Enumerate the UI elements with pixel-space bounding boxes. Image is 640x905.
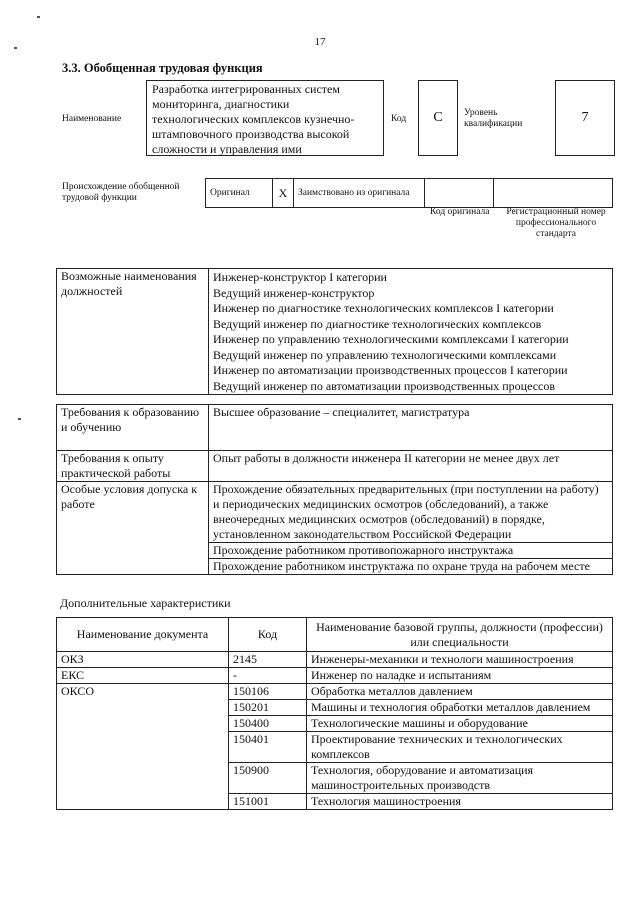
- original-label: Оригинал: [206, 179, 273, 208]
- okso-doc: ОКСО: [57, 684, 229, 810]
- okso-code: 150400: [229, 716, 307, 732]
- qualification-level: 7: [555, 80, 615, 156]
- origin-code-cell: [425, 179, 494, 208]
- level-label: Уровень квалификации: [464, 108, 523, 129]
- okso-name: Технологические машины и оборудование: [307, 716, 613, 732]
- borrowed-label: Заимствовано из оригинала: [294, 179, 425, 208]
- special-condition: Прохождение работником инструктажа по охране труда на рабочем месте: [209, 558, 612, 574]
- scan-mark: [37, 16, 40, 18]
- positions-table: [56, 268, 613, 395]
- okso-code: 150201: [229, 700, 307, 716]
- okz-code: 2145: [229, 652, 307, 668]
- okso-name: Проектирование технических и технологических комплексов: [307, 732, 613, 763]
- code-label: Код: [391, 114, 407, 124]
- requirements-table: [56, 404, 613, 575]
- okso-code: 151001: [229, 794, 307, 810]
- experience-value: Опыт работы в должности инженера II категории не менее двух лет: [209, 451, 613, 482]
- position-item: Инженер по автоматизации производственных процессов I категории: [213, 363, 568, 377]
- special-conditions-label: Особые условия допуска к работе: [57, 482, 209, 575]
- special-condition: Прохождение работником противопожарного инструктажа: [209, 542, 612, 558]
- header-document: Наименование документа: [57, 618, 229, 652]
- position-item: Ведущий инженер по автоматизации производственных процессов: [213, 378, 556, 393]
- position-item: Ведущий инженер по диагностике технологических комплексов: [213, 316, 542, 331]
- header-name: Наименование базовой группы, должности (профессии) или специальности: [307, 618, 613, 652]
- page-number: 17: [314, 36, 326, 48]
- origin-reg-caption: Регистрационный номер профессионального стандарта: [506, 207, 606, 239]
- position-item: Ведущий инженер по управлению технологическими комплексами: [213, 347, 557, 362]
- origin-code-caption: Код оригинала: [430, 207, 490, 217]
- position-item: Инженер по управлению технологическими комплексами I категории: [213, 332, 569, 346]
- position-item: Инженер-конструктор I категории: [213, 270, 387, 284]
- additional-title: Дополнительные характеристики: [60, 596, 231, 610]
- okso-name: Обработка металлов давлением: [307, 684, 613, 700]
- position-item: Инженер по диагностике технологических комплексов I категории: [213, 301, 554, 315]
- okso-name: Машины и технология обработки металлов давлением: [307, 700, 613, 716]
- scan-mark: [18, 418, 21, 420]
- education-label: Требования к образованию и обучению: [57, 405, 209, 451]
- origin-table: [205, 178, 613, 208]
- okz-name: Инженеры-механики и технологи машиностроения: [307, 652, 613, 668]
- education-value: Высшее образование – специалитет, магистратура: [209, 405, 613, 451]
- okz-doc: ОКЗ: [57, 652, 229, 668]
- additional-table: [56, 617, 613, 810]
- experience-label: Требования к опыту практической работы: [57, 451, 209, 482]
- function-code: С: [418, 80, 458, 156]
- header-code: Код: [229, 618, 307, 652]
- position-item: Ведущий инженер-конструктор: [213, 285, 375, 300]
- section-title: 3.3. Обобщенная трудовая функция: [62, 61, 263, 75]
- eks-code: -: [229, 668, 307, 684]
- special-condition: Прохождение обязательных предварительных (при поступлении на работу) и периодических медицинских осмотров (обследований), а также внеочередных медицинских осмотров (обследований) в порядке, установленном законодательством Российской Федерации: [213, 482, 599, 541]
- okso-code: 150900: [229, 763, 307, 794]
- positions-label: Возможные наименования должностей: [57, 269, 209, 395]
- origin-reg-cell: [494, 179, 613, 208]
- okso-code: 150106: [229, 684, 307, 700]
- okso-code: 150401: [229, 732, 307, 763]
- okso-name: Технология, оборудование и автоматизация машиностроительных производств: [307, 763, 613, 794]
- origin-label: Происхождение обобщенной трудовой функции: [62, 182, 180, 203]
- name-label: Наименование: [62, 114, 122, 124]
- eks-doc: ЕКС: [57, 668, 229, 684]
- original-mark: X: [273, 179, 294, 208]
- eks-name: Инженер по наладке и испытаниям: [307, 668, 613, 684]
- okso-name: Технология машиностроения: [307, 794, 613, 810]
- function-name: Разработка интегрированных систем мониторинга, диагностики технологических комплексов кузнечно-штамповочного производства высокой сложности и управления ими: [146, 80, 384, 156]
